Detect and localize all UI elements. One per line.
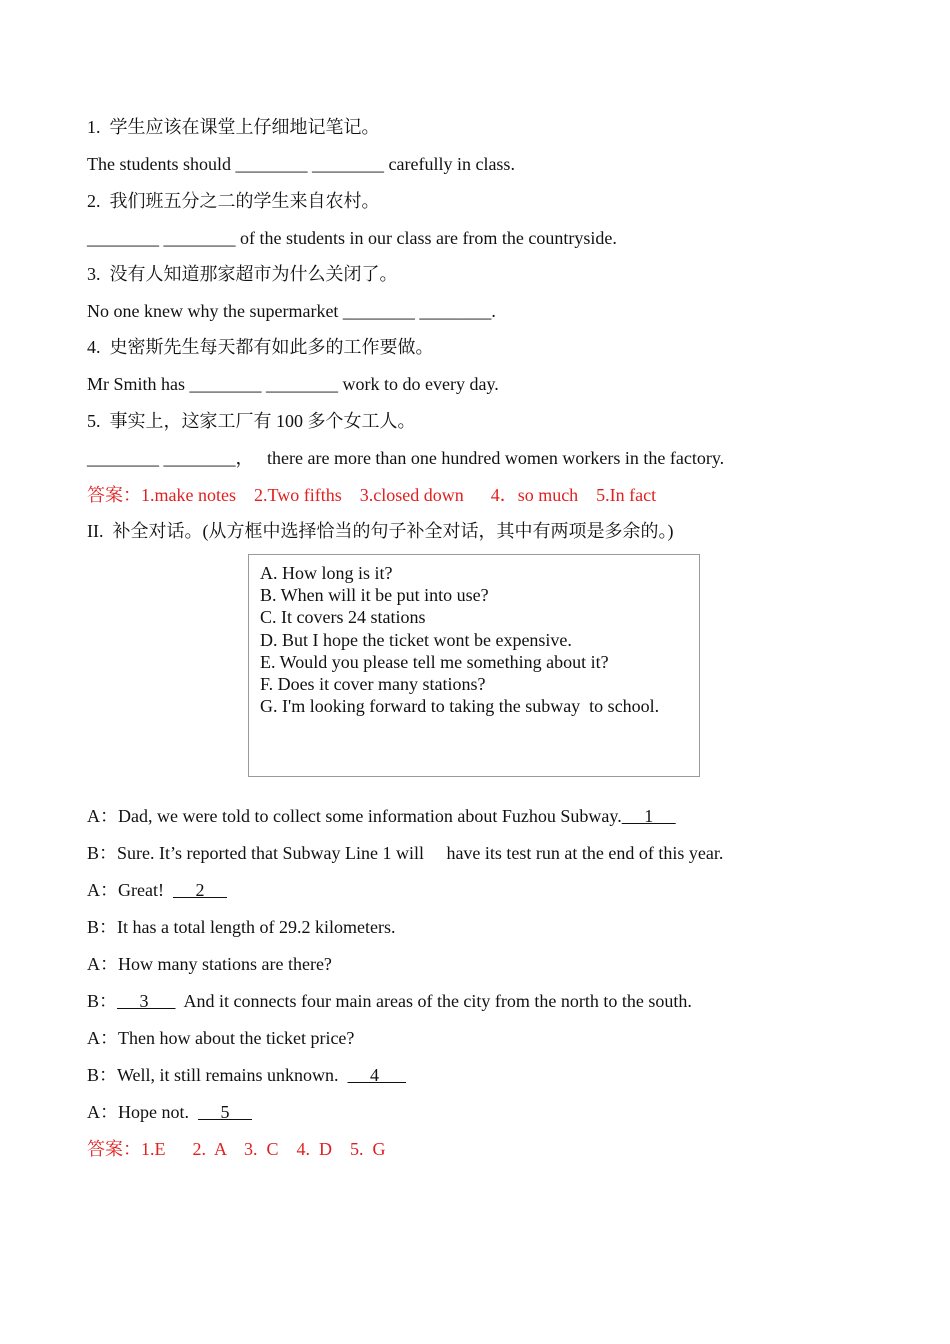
blank-5: 5 [198, 1102, 252, 1122]
dialogue-text: B： [87, 991, 118, 1011]
dialogue-line-6 [87, 990, 692, 1012]
blank-4: 4 [347, 1065, 407, 1085]
question-4-english: Mr Smith has ________ ________ work to do every day. [87, 374, 499, 394]
blank-1: 1 [621, 806, 676, 826]
question-5-english: ________ ________， there are more than one hundred women workers in the factory. [87, 448, 725, 468]
dialogue-line-3 [87, 879, 227, 901]
answer-key-part2: 答案：1.E 2. A 3. C 4. D 5. G [87, 1139, 386, 1159]
dialogue-line-8 [87, 1064, 406, 1086]
dialogue-line-1 [87, 805, 676, 827]
dialogue-line-4: B：It has a total length of 29.2 kilometers. [87, 917, 396, 937]
question-4-chinese: 4. 史密斯先生每天都有如此多的工作要做。 [87, 337, 434, 357]
blank-3: 3 [117, 991, 176, 1011]
dialogue-text: And it connects four main areas of the city from the north to the south. [175, 991, 692, 1011]
question-3-chinese: 3. 没有人知道那家超市为什么关闭了。 [87, 264, 398, 284]
option-g: G. I'm looking forward to taking the subway to school. [260, 696, 660, 717]
question-1-chinese: 1. 学生应该在课堂上仔细地记笔记。 [87, 117, 380, 137]
option-f: F. Does it cover many stations? [260, 674, 486, 695]
option-a: A. How long is it? [260, 563, 393, 583]
answer-key-part1: 答案：1.make notes 2.Two fifths 3.closed down 4．so much 5.In fact [87, 485, 657, 505]
dialogue-line-7: A：Then how about the ticket price? [87, 1028, 355, 1048]
dialogue-text: A：Great! [87, 880, 173, 900]
blank-2: 2 [172, 880, 227, 900]
option-e: E. Would you please tell me something about it? [260, 651, 609, 672]
dialogue-text: A：Dad, we were told to collect some information about Fuzhou Subway. [87, 806, 622, 826]
part2-instructions: II. 补全对话。(从方框中选择恰当的句子补全对话，其中有两项是多余的。) [87, 521, 674, 541]
dialogue-text: A：Hope not. [87, 1102, 198, 1122]
option-c: C. It covers 24 stations [260, 607, 426, 628]
question-1-english: The students should ________ ________ carefully in class. [87, 154, 515, 174]
question-2-chinese: 2. 我们班五分之二的学生来自农村。 [87, 191, 380, 211]
dialogue-line-2: B：Sure. It’s reported that Subway Line 1 will have its test run at the end of this year. [87, 843, 724, 863]
dialogue-text: B：Well, it still remains unknown. [87, 1065, 348, 1085]
question-2-english: ________ ________ of the students in our class are from the countryside. [87, 228, 617, 248]
question-3-english: No one knew why the supermarket ________ ________. [87, 301, 496, 321]
dialogue-line-5: A：How many stations are there? [87, 954, 332, 974]
option-b: B. When will it be put into use? [260, 585, 489, 606]
option-d: D. But I hope the ticket wont be expensive. [260, 629, 572, 650]
question-5-chinese: 5. 事实上，这家工厂有 100 多个女工人。 [87, 411, 416, 431]
dialogue-line-9 [87, 1101, 252, 1123]
options-box [248, 554, 700, 777]
